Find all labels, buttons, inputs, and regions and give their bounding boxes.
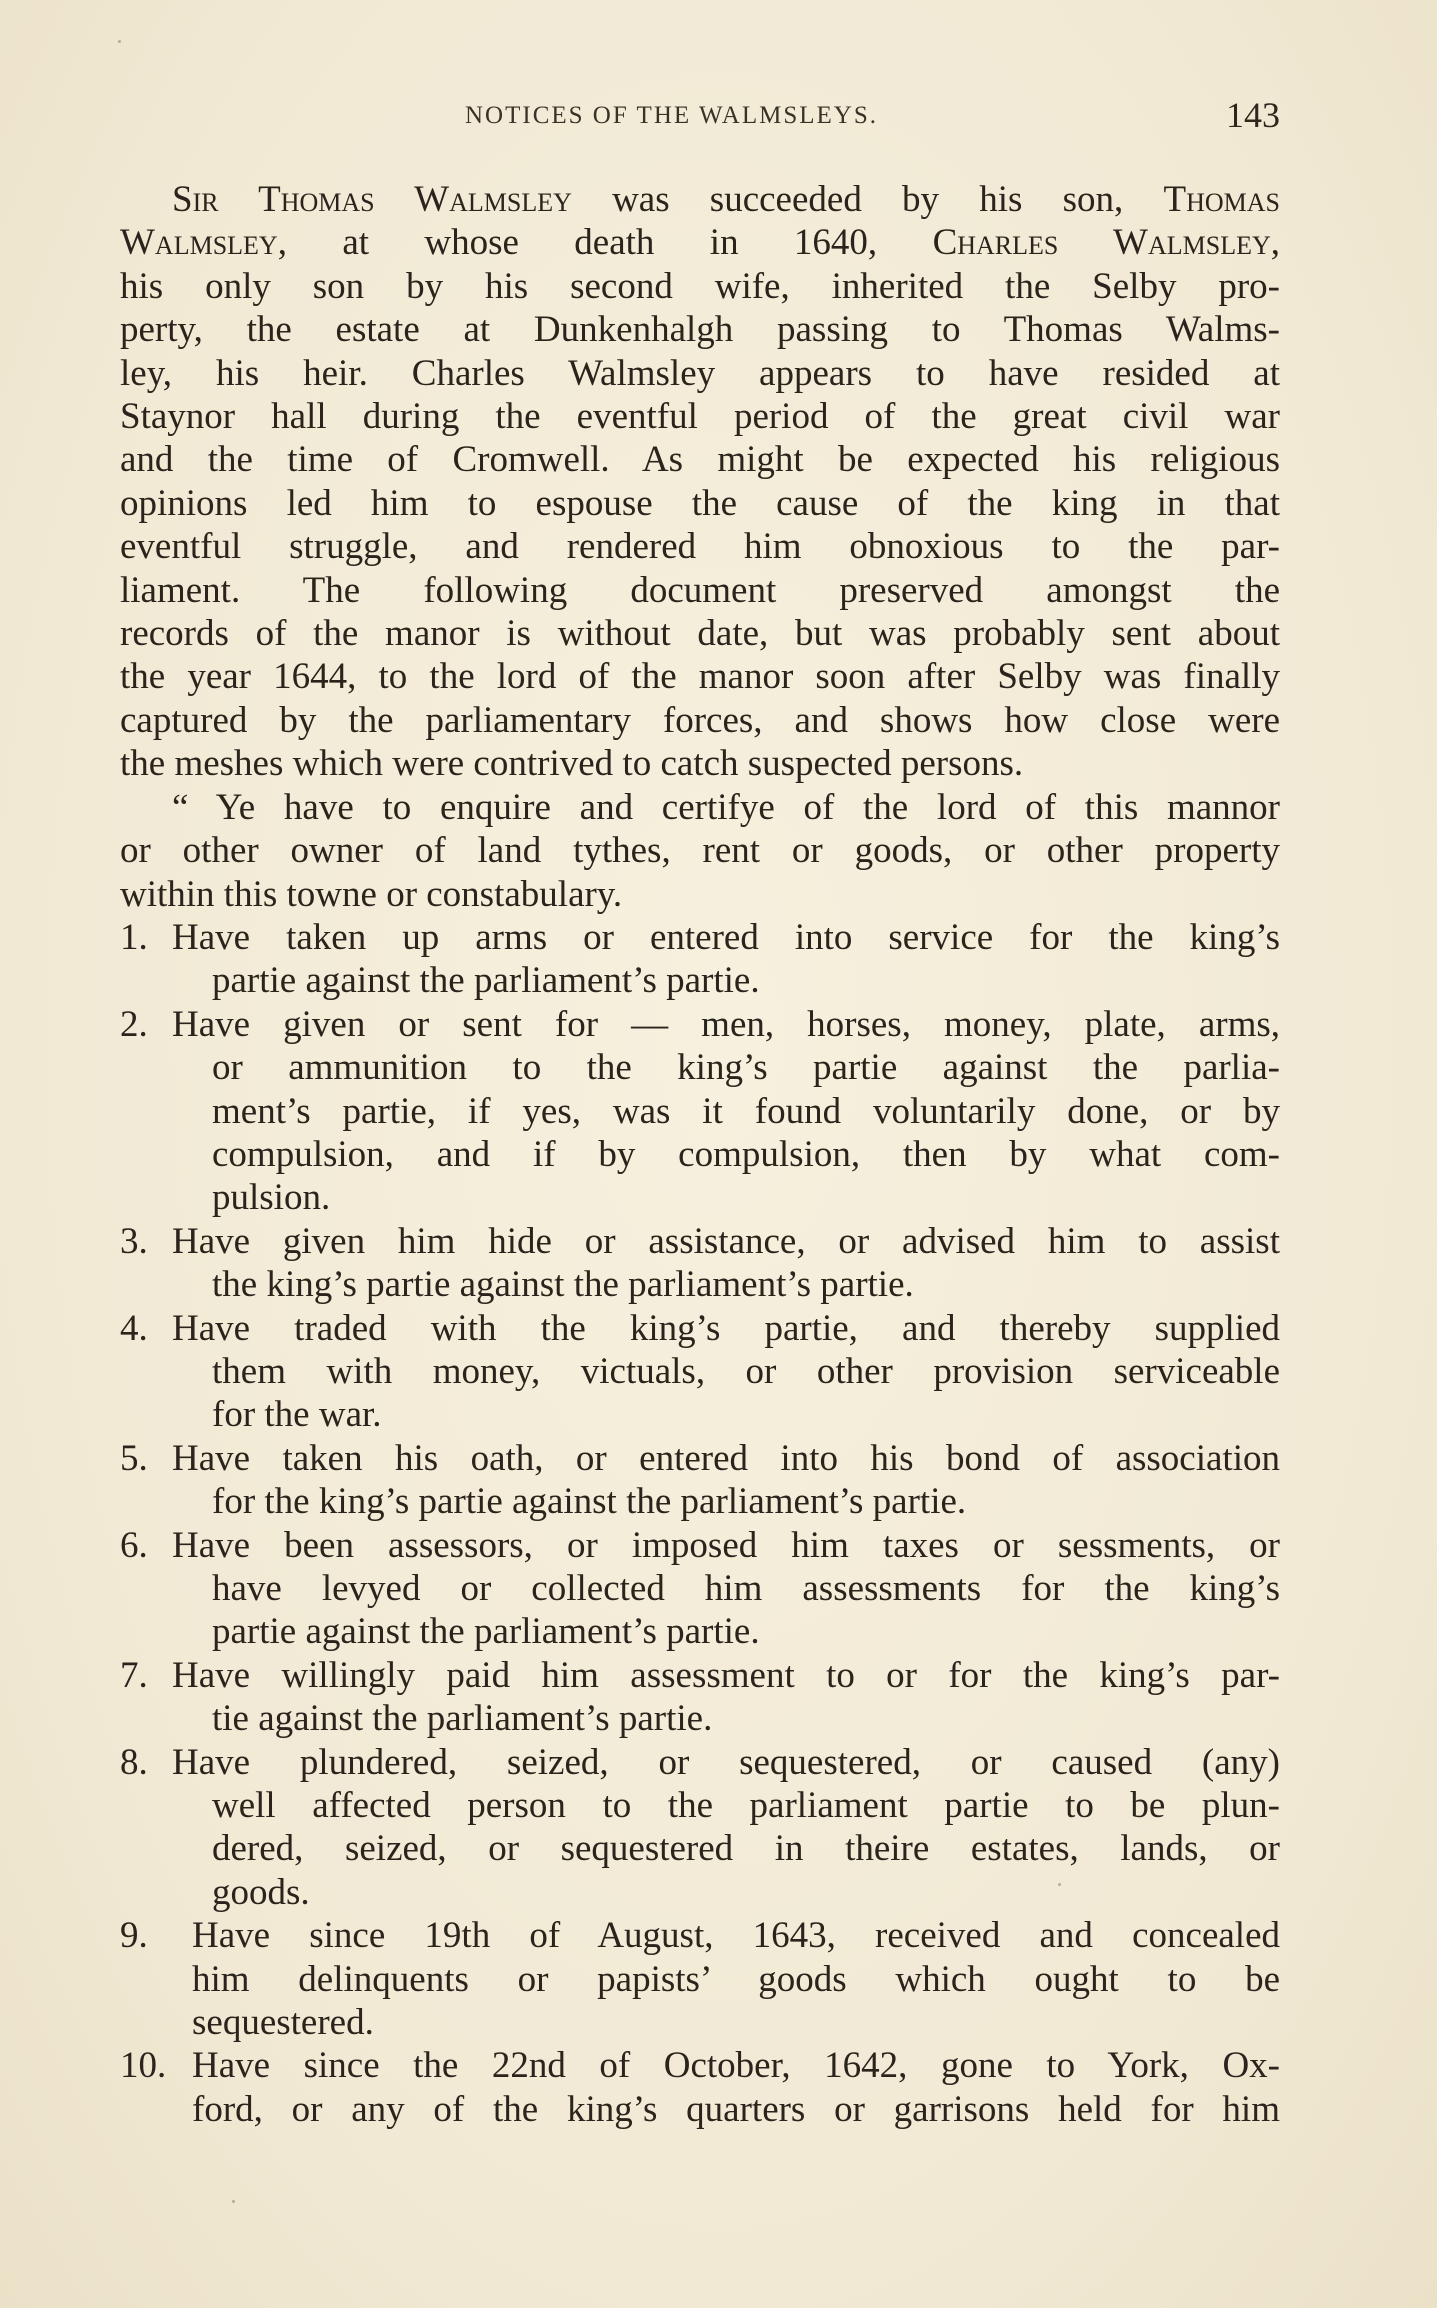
- text-span: ,: [1270, 222, 1281, 264]
- name-thomas: Thomas: [1163, 179, 1280, 220]
- item-number: 7.: [120, 1654, 148, 1696]
- text-line: opinions led him to espouse the cause of the king in that: [120, 482, 1280, 524]
- text-line: eventful struggle, and rendered him obnoxious to the par-: [120, 526, 1280, 568]
- text-line: Have taken up arms or entered into service for the king’s: [172, 916, 1280, 958]
- list-item: [120, 2044, 1280, 2131]
- list-item: [120, 916, 1280, 1003]
- text-line: the king’s partie against the parliament’s partie.: [212, 1264, 914, 1306]
- item-number: 9.: [120, 1915, 148, 1957]
- name-sir-thomas: Sir Thomas Walmsley: [172, 179, 572, 220]
- text-line: compulsion, and if by compulsion, then by what com-: [212, 1133, 1280, 1175]
- text-line: and the time of Cromwell. As might be expected his religious: [120, 439, 1280, 481]
- name-walmsley: Walmsley: [120, 222, 278, 264]
- text-line: liament. The following document preserved amongst the: [120, 569, 1280, 611]
- text-line: him delinquents or papists’ goods which ought to be: [192, 1958, 1280, 2000]
- text-line: perty, the estate at Dunkenhalgh passing to Thomas Walms-: [120, 309, 1280, 351]
- text-line: them with money, victuals, or other provision serviceable: [212, 1350, 1280, 1392]
- text-line: for the king’s partie against the parliament’s partie.: [212, 1481, 967, 1523]
- text-line: Have given or sent for — men, horses, money, plate, arms,: [172, 1003, 1280, 1045]
- text-line: within this towne or constabulary.: [120, 873, 623, 915]
- text-line: ment’s partie, if yes, was it found voluntarily done, or by: [212, 1090, 1280, 1132]
- text-line: goods.: [212, 1871, 310, 1913]
- item-number: 4.: [120, 1307, 148, 1349]
- text-line: partie against the parliament’s partie.: [212, 1611, 760, 1653]
- text-line: [120, 221, 1280, 264]
- paper-speck: [1058, 1883, 1061, 1886]
- text-line: Have since the 22nd of October, 1642, gone to York, Ox-: [192, 2045, 1280, 2087]
- name-charles-walmsley: Charles Walmsley: [932, 222, 1271, 264]
- list-item: [120, 1741, 1280, 1915]
- text-line: the meshes which were contrived to catch suspected persons.: [120, 743, 1024, 785]
- text-line: well affected person to the parliament partie to be plun-: [212, 1785, 1280, 1827]
- intro-paragraph: [120, 178, 1280, 786]
- item-number: 3.: [120, 1220, 148, 1262]
- item-number: 10.: [120, 2045, 167, 2087]
- list-item: [120, 1003, 1280, 1220]
- list-item: [120, 1307, 1280, 1437]
- text-line: for the war.: [212, 1394, 382, 1436]
- text-line: records of the manor is without date, but was probably sent about: [120, 613, 1280, 655]
- text-span: , at whose death in 1640,: [277, 222, 933, 264]
- text-line: captured by the parliamentary forces, and shows how close were: [120, 699, 1280, 741]
- text-line: ford, or any of the king’s quarters or garrisons held for him: [192, 2088, 1280, 2130]
- text-line: “ Ye have to enquire and certifye of the lord of this mannor: [172, 786, 1280, 828]
- text-line: dered, seized, or sequestered in theire estates, lands, or: [212, 1828, 1280, 1870]
- text-line: Have since 19th of August, 1643, received and concealed: [192, 1915, 1280, 1957]
- text-line: Have been assessors, or imposed him taxes or sessments, or: [172, 1524, 1280, 1566]
- text-line: Have plundered, seized, or sequestered, or caused (any): [172, 1741, 1280, 1783]
- text-line: partie against the parliament’s partie.: [212, 960, 760, 1002]
- list-item: [120, 1437, 1280, 1524]
- item-number: 5.: [120, 1437, 148, 1479]
- text-line: Have taken his oath, or entered into his bond of association: [172, 1437, 1280, 1479]
- list-item: [120, 1654, 1280, 1741]
- text-line: sequestered.: [192, 2002, 374, 2044]
- text-line: his only son by his second wife, inherited the Selby pro-: [120, 265, 1280, 307]
- text-span: was succeeded by his son,: [571, 179, 1164, 220]
- item-number: 1.: [120, 916, 148, 958]
- list-item: [120, 1524, 1280, 1654]
- quote-paragraph: [120, 786, 1280, 916]
- text-line: Have given him hide or assistance, or advised him to assist: [172, 1220, 1280, 1262]
- page-number: 143: [1226, 95, 1280, 135]
- enquiry-list: [120, 916, 1280, 2131]
- text-line: or other owner of land tythes, rent or goods, or other property: [120, 830, 1280, 872]
- text-line: Have willingly paid him assessment to or for the king’s par-: [172, 1654, 1280, 1696]
- list-item: [120, 1220, 1280, 1307]
- text-line: tie against the parliament’s partie.: [212, 1698, 713, 1740]
- paper-speck: [232, 2200, 235, 2203]
- text-line: ley, his heir. Charles Walmsley appears to have resided at: [120, 352, 1280, 394]
- item-number: 2.: [120, 1003, 148, 1045]
- item-number: 8.: [120, 1741, 148, 1783]
- running-head: NOTICES OF THE WALMSLEYS.: [465, 102, 878, 129]
- item-number: 6.: [120, 1524, 148, 1566]
- text-line: have levyed or collected him assessments for the king’s: [212, 1568, 1280, 1609]
- page-header: [120, 88, 1280, 138]
- page-body: [120, 178, 1280, 2131]
- text-line: pulsion.: [212, 1177, 331, 1219]
- text-line: or ammunition to the king’s partie against the parlia-: [212, 1047, 1280, 1089]
- paper-speck: [118, 40, 121, 43]
- text-line: [120, 178, 1280, 221]
- text-line: the year 1644, to the lord of the manor soon after Selby was finally: [120, 656, 1280, 698]
- list-item: [120, 1914, 1280, 2044]
- text-line: Staynor hall during the eventful period of the great civil war: [120, 396, 1280, 438]
- text-line: Have traded with the king’s partie, and thereby supplied: [172, 1307, 1280, 1349]
